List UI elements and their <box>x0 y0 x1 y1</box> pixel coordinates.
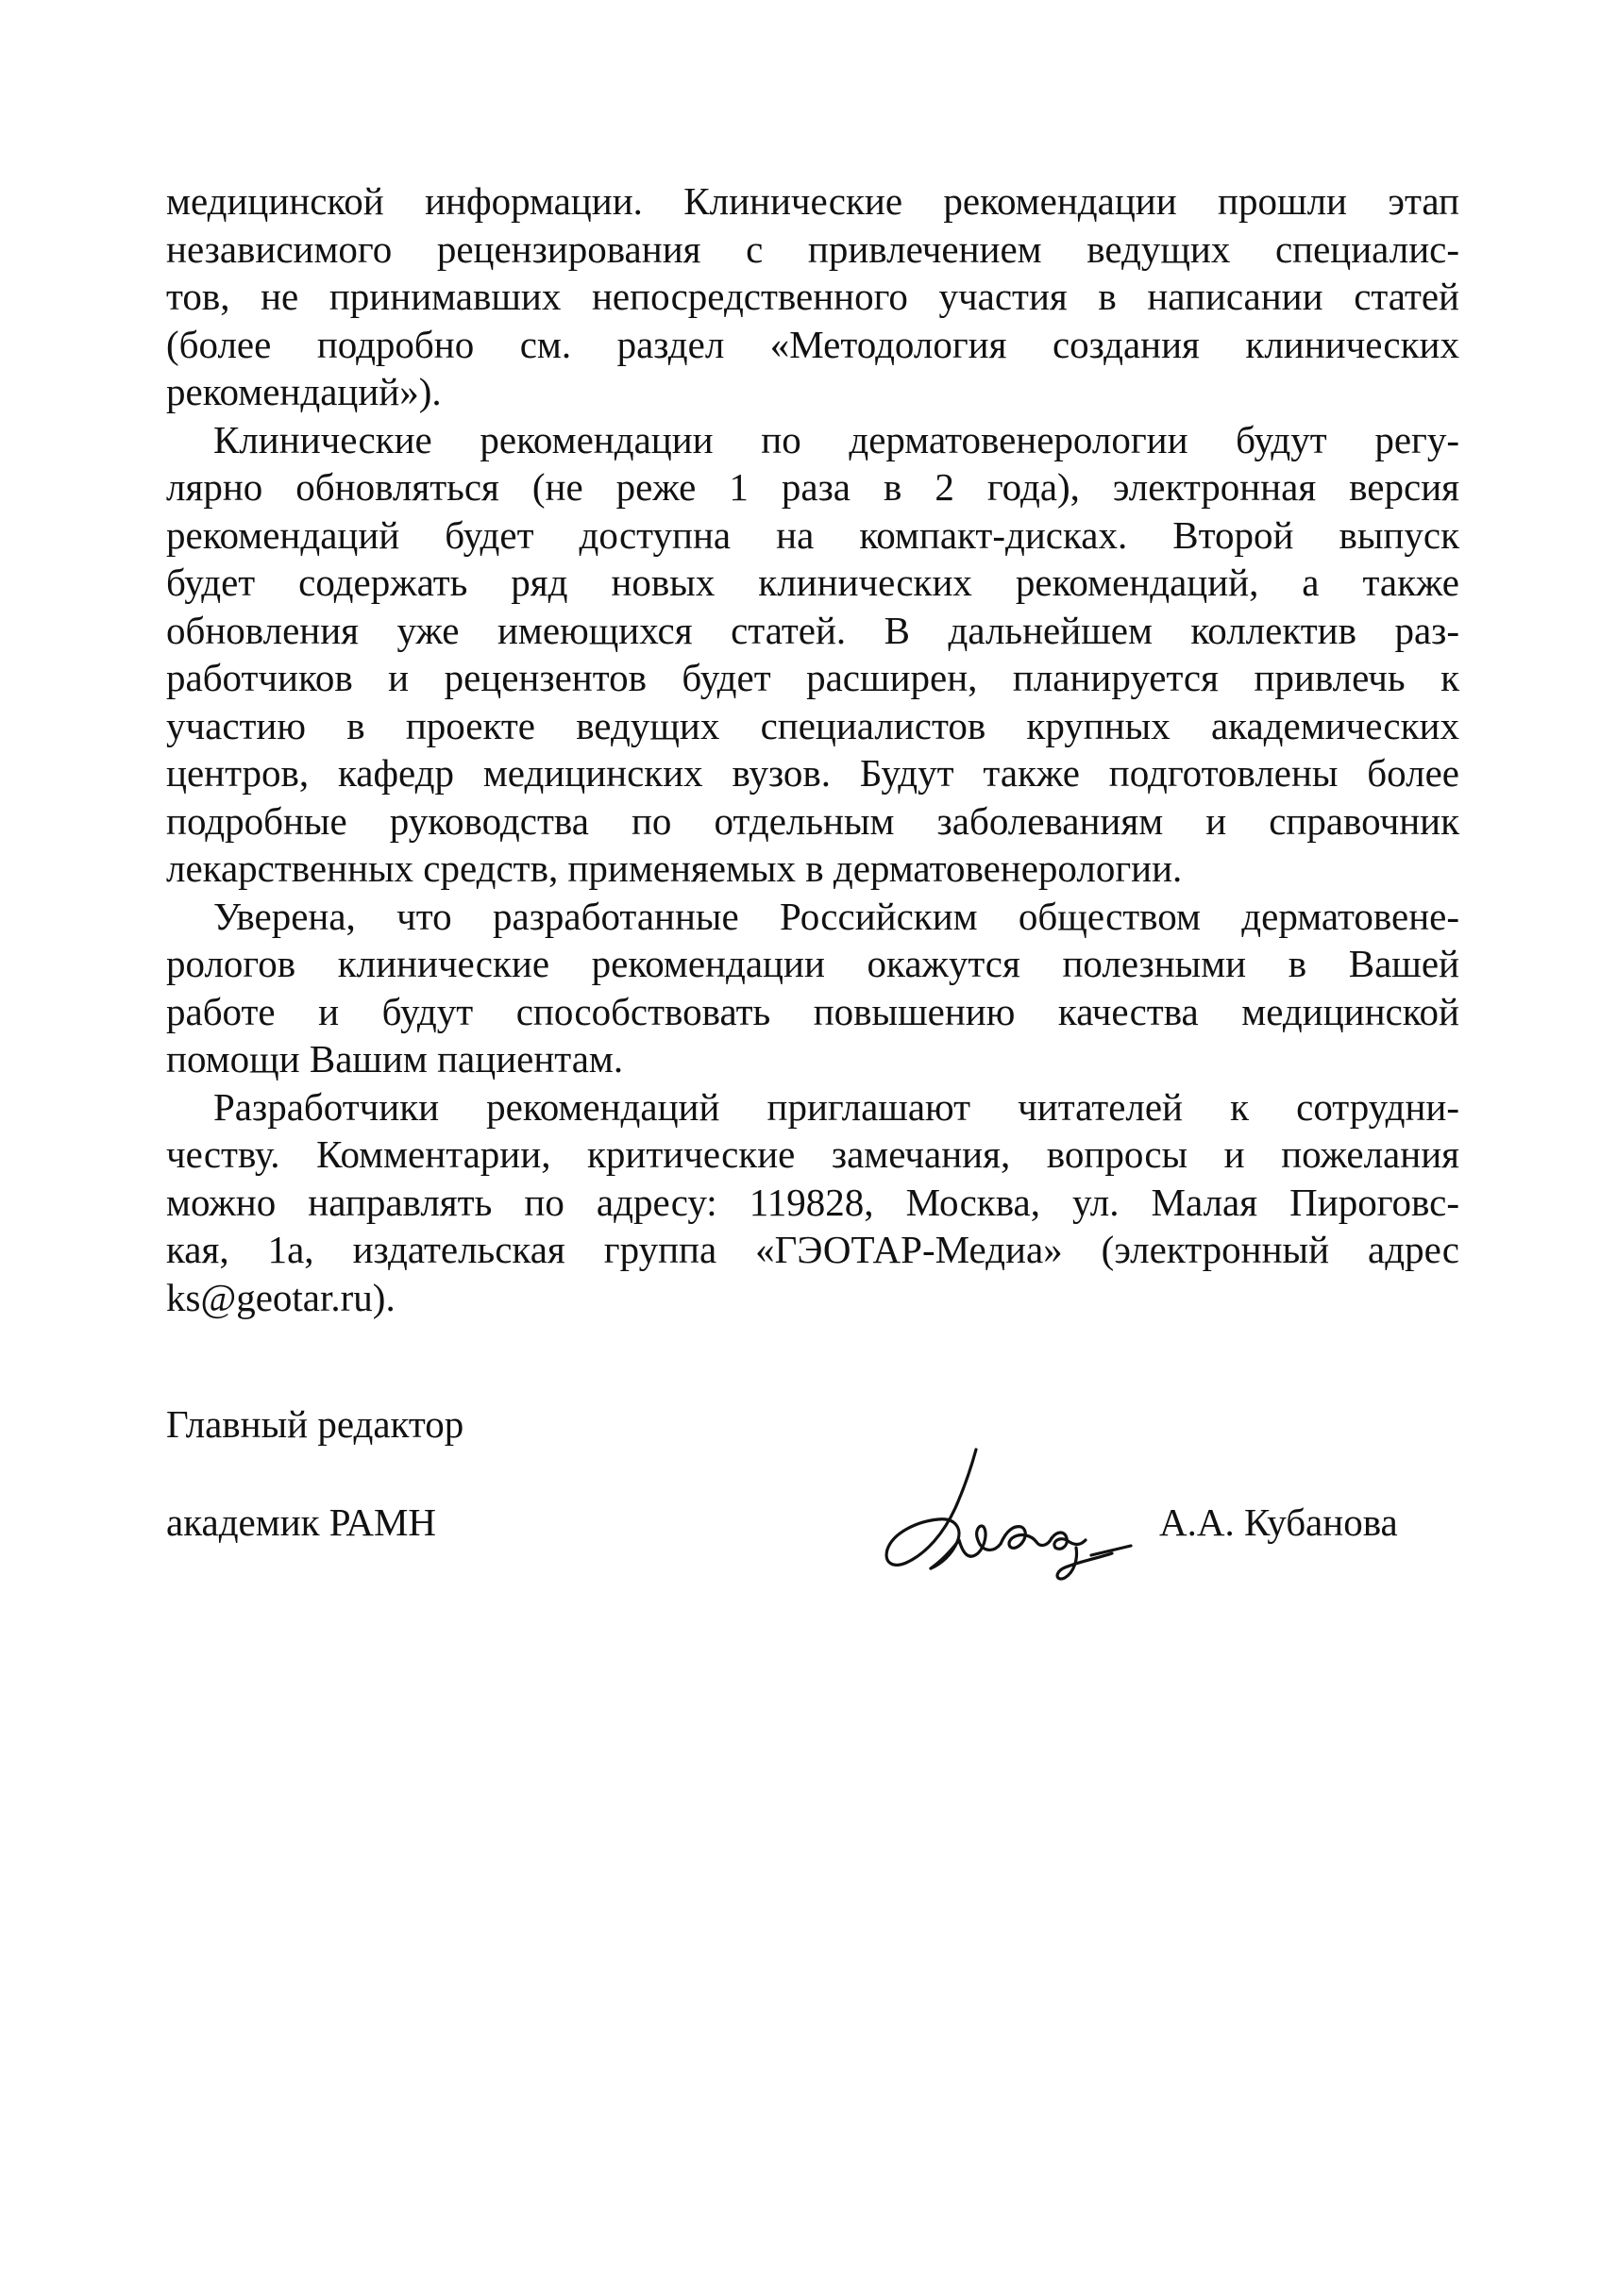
text-line: лярно обновляться (не реже 1 раза в 2 года), электронная версия <box>166 465 1459 509</box>
editor-rank: академик РАМН <box>166 1500 437 1544</box>
editor-title: Главный редактор <box>166 1402 464 1446</box>
text-line: будет содержать ряд новых клинических рекомендаций, а также <box>166 561 1459 604</box>
body-text <box>166 177 1459 1321</box>
text-line: медицинской информации. Клинические рекомендации прошли этап <box>166 179 1459 223</box>
signature-icon <box>865 1442 1138 1593</box>
text-line: тов, не принимавших непосредственного участия в написании статей <box>166 275 1459 318</box>
text-line: можно направлять по адресу: 119828, Москва, ул. Малая Пироговс- <box>166 1180 1459 1224</box>
text-line: работе и будут способствовать повышению качества медицинской <box>166 989 1459 1033</box>
text-line: центров, кафедр медицинских вузов. Будут также подготовлены более <box>166 751 1459 795</box>
text-line: рекомендаций»). <box>166 370 442 413</box>
text-line: честву. Комментарии, критические замечания, вопросы и пожелания <box>166 1132 1459 1176</box>
text-line: участию в проекте ведущих специалистов крупных академических <box>166 703 1459 747</box>
text-line: Клинические рекомендации по дерматовенерологии будут регу- <box>213 417 1459 461</box>
text-line: Уверена, что разработанные Российским обществом дерматовене- <box>213 894 1459 938</box>
text-line: Разработчики рекомендаций приглашают читателей к сотрудни- <box>213 1084 1459 1129</box>
editor-name: А.А. Кубанова <box>1159 1500 1398 1544</box>
text-line: подробные руководства по отдельным заболеваниям и справочник <box>166 798 1459 843</box>
text-line: ks@geotar.ru). <box>166 1275 396 1319</box>
text-line: (более подробно см. раздел «Методология создания клинических <box>166 322 1459 366</box>
text-line: обновления уже имеющихся статей. В дальнейшем коллектив раз- <box>166 608 1459 652</box>
text-line: лекарственных средств, применяемых в дерматовенерологии. <box>166 846 1183 890</box>
text-line: кая, 1а, издательская группа «ГЭОТАР-Медиа» (электронный адрес <box>166 1228 1459 1271</box>
text-line: работчиков и рецензентов будет расширен, планируется привлечь к <box>166 656 1459 699</box>
text-line: рологов клинические рекомендации окажутся полезными в Вашей <box>166 942 1459 985</box>
text-line: помощи Вашим пациентам. <box>166 1037 624 1081</box>
text-line: рекомендаций будет доступна на компакт-дисках. Второй выпуск <box>166 512 1459 557</box>
text-line: независимого рецензирования с привлечением ведущих специалис- <box>166 226 1459 271</box>
